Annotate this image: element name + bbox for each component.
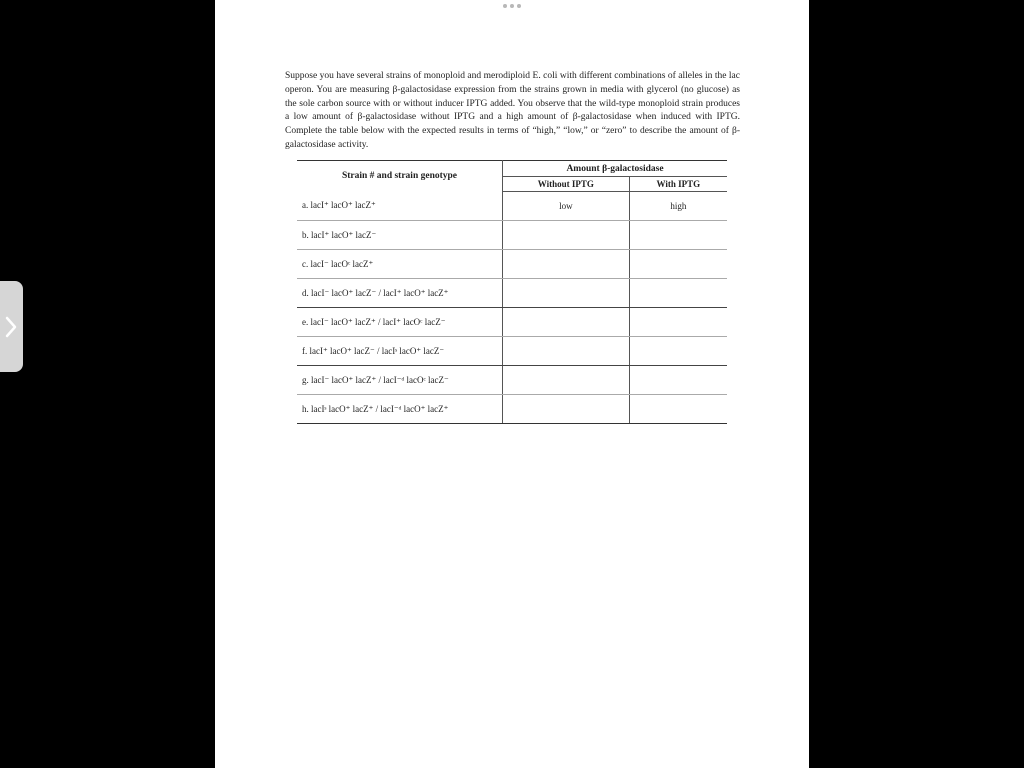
- side-panel-tab[interactable]: [0, 281, 23, 372]
- table-row: [297, 308, 727, 337]
- header-without-iptg: Without IPTG: [503, 177, 630, 192]
- without-iptg-cell[interactable]: [503, 279, 630, 308]
- genotype-cell: g. lacI⁻ lacO⁺ lacZ⁺ / lacI⁻ᵈ lacOᶜ lacZ⁻: [297, 366, 503, 395]
- genotype-cell: h. lacIˢ lacO⁺ lacZ⁺ / lacI⁻ᵈ lacO⁺ lacZ⁺: [297, 395, 503, 424]
- genotype-cell: b. lacI⁺ lacO⁺ lacZ⁻: [297, 221, 503, 250]
- header-with-iptg: With IPTG: [629, 177, 727, 192]
- with-iptg-cell[interactable]: high: [629, 192, 727, 221]
- document-page: [215, 0, 809, 768]
- table-row: [297, 250, 727, 279]
- more-dots-icon[interactable]: [503, 4, 521, 8]
- intro-paragraph: Suppose you have several strains of monoploid and merodiploid E. coli with different combinations of alleles in the lac operon. You are measuring β-galactosidase expression from the strains grown in media with glycerol (no glucose) as the sole carbon source with or without inducer IPTG added. You observe that the wild-type monoploid strain produces a low amount of β-galactosidase without IPTG and a high amount of β-galactosidase when induced with IPTG. Complete the table below with the expected results in terms of “high,” “low,” or “zero” to describe the amount of β-galactosidase activity.: [285, 71, 740, 150]
- header-amount: Amount β-galactosidase: [503, 161, 728, 177]
- without-iptg-cell[interactable]: [503, 395, 630, 424]
- genotype-cell: a. lacI⁺ lacO⁺ lacZ⁺: [297, 192, 503, 221]
- table-row: [297, 279, 727, 308]
- genotype-cell: d. lacI⁻ lacO⁺ lacZ⁻ / lacI⁺ lacO⁺ lacZ⁺: [297, 279, 503, 308]
- table-row: [297, 395, 727, 424]
- table-row: [297, 221, 727, 250]
- with-iptg-cell[interactable]: [629, 221, 727, 250]
- results-table: [297, 160, 727, 424]
- without-iptg-cell[interactable]: [503, 250, 630, 279]
- without-iptg-cell[interactable]: low: [503, 192, 630, 221]
- with-iptg-cell[interactable]: [629, 279, 727, 308]
- genotype-cell: e. lacI⁻ lacO⁺ lacZ⁺ / lacI⁺ lacOᶜ lacZ⁻: [297, 308, 503, 337]
- with-iptg-cell[interactable]: [629, 395, 727, 424]
- table-row: [297, 337, 727, 366]
- with-iptg-cell[interactable]: [629, 308, 727, 337]
- without-iptg-cell[interactable]: [503, 366, 630, 395]
- with-iptg-cell[interactable]: [629, 366, 727, 395]
- with-iptg-cell[interactable]: [629, 250, 727, 279]
- without-iptg-cell[interactable]: [503, 221, 630, 250]
- genotype-cell: c. lacI⁻ lacOᶜ lacZ⁺: [297, 250, 503, 279]
- without-iptg-cell[interactable]: [503, 337, 630, 366]
- without-iptg-cell[interactable]: [503, 308, 630, 337]
- genotype-cell: f. lacI⁺ lacO⁺ lacZ⁻ / lacIˢ lacO⁺ lacZ⁻: [297, 337, 503, 366]
- header-strain: Strain # and strain genotype: [297, 161, 503, 192]
- table-row: [297, 366, 727, 395]
- question-text: [285, 70, 740, 153]
- chevron-right-icon: [4, 315, 18, 339]
- table-row: [297, 192, 727, 221]
- with-iptg-cell[interactable]: [629, 337, 727, 366]
